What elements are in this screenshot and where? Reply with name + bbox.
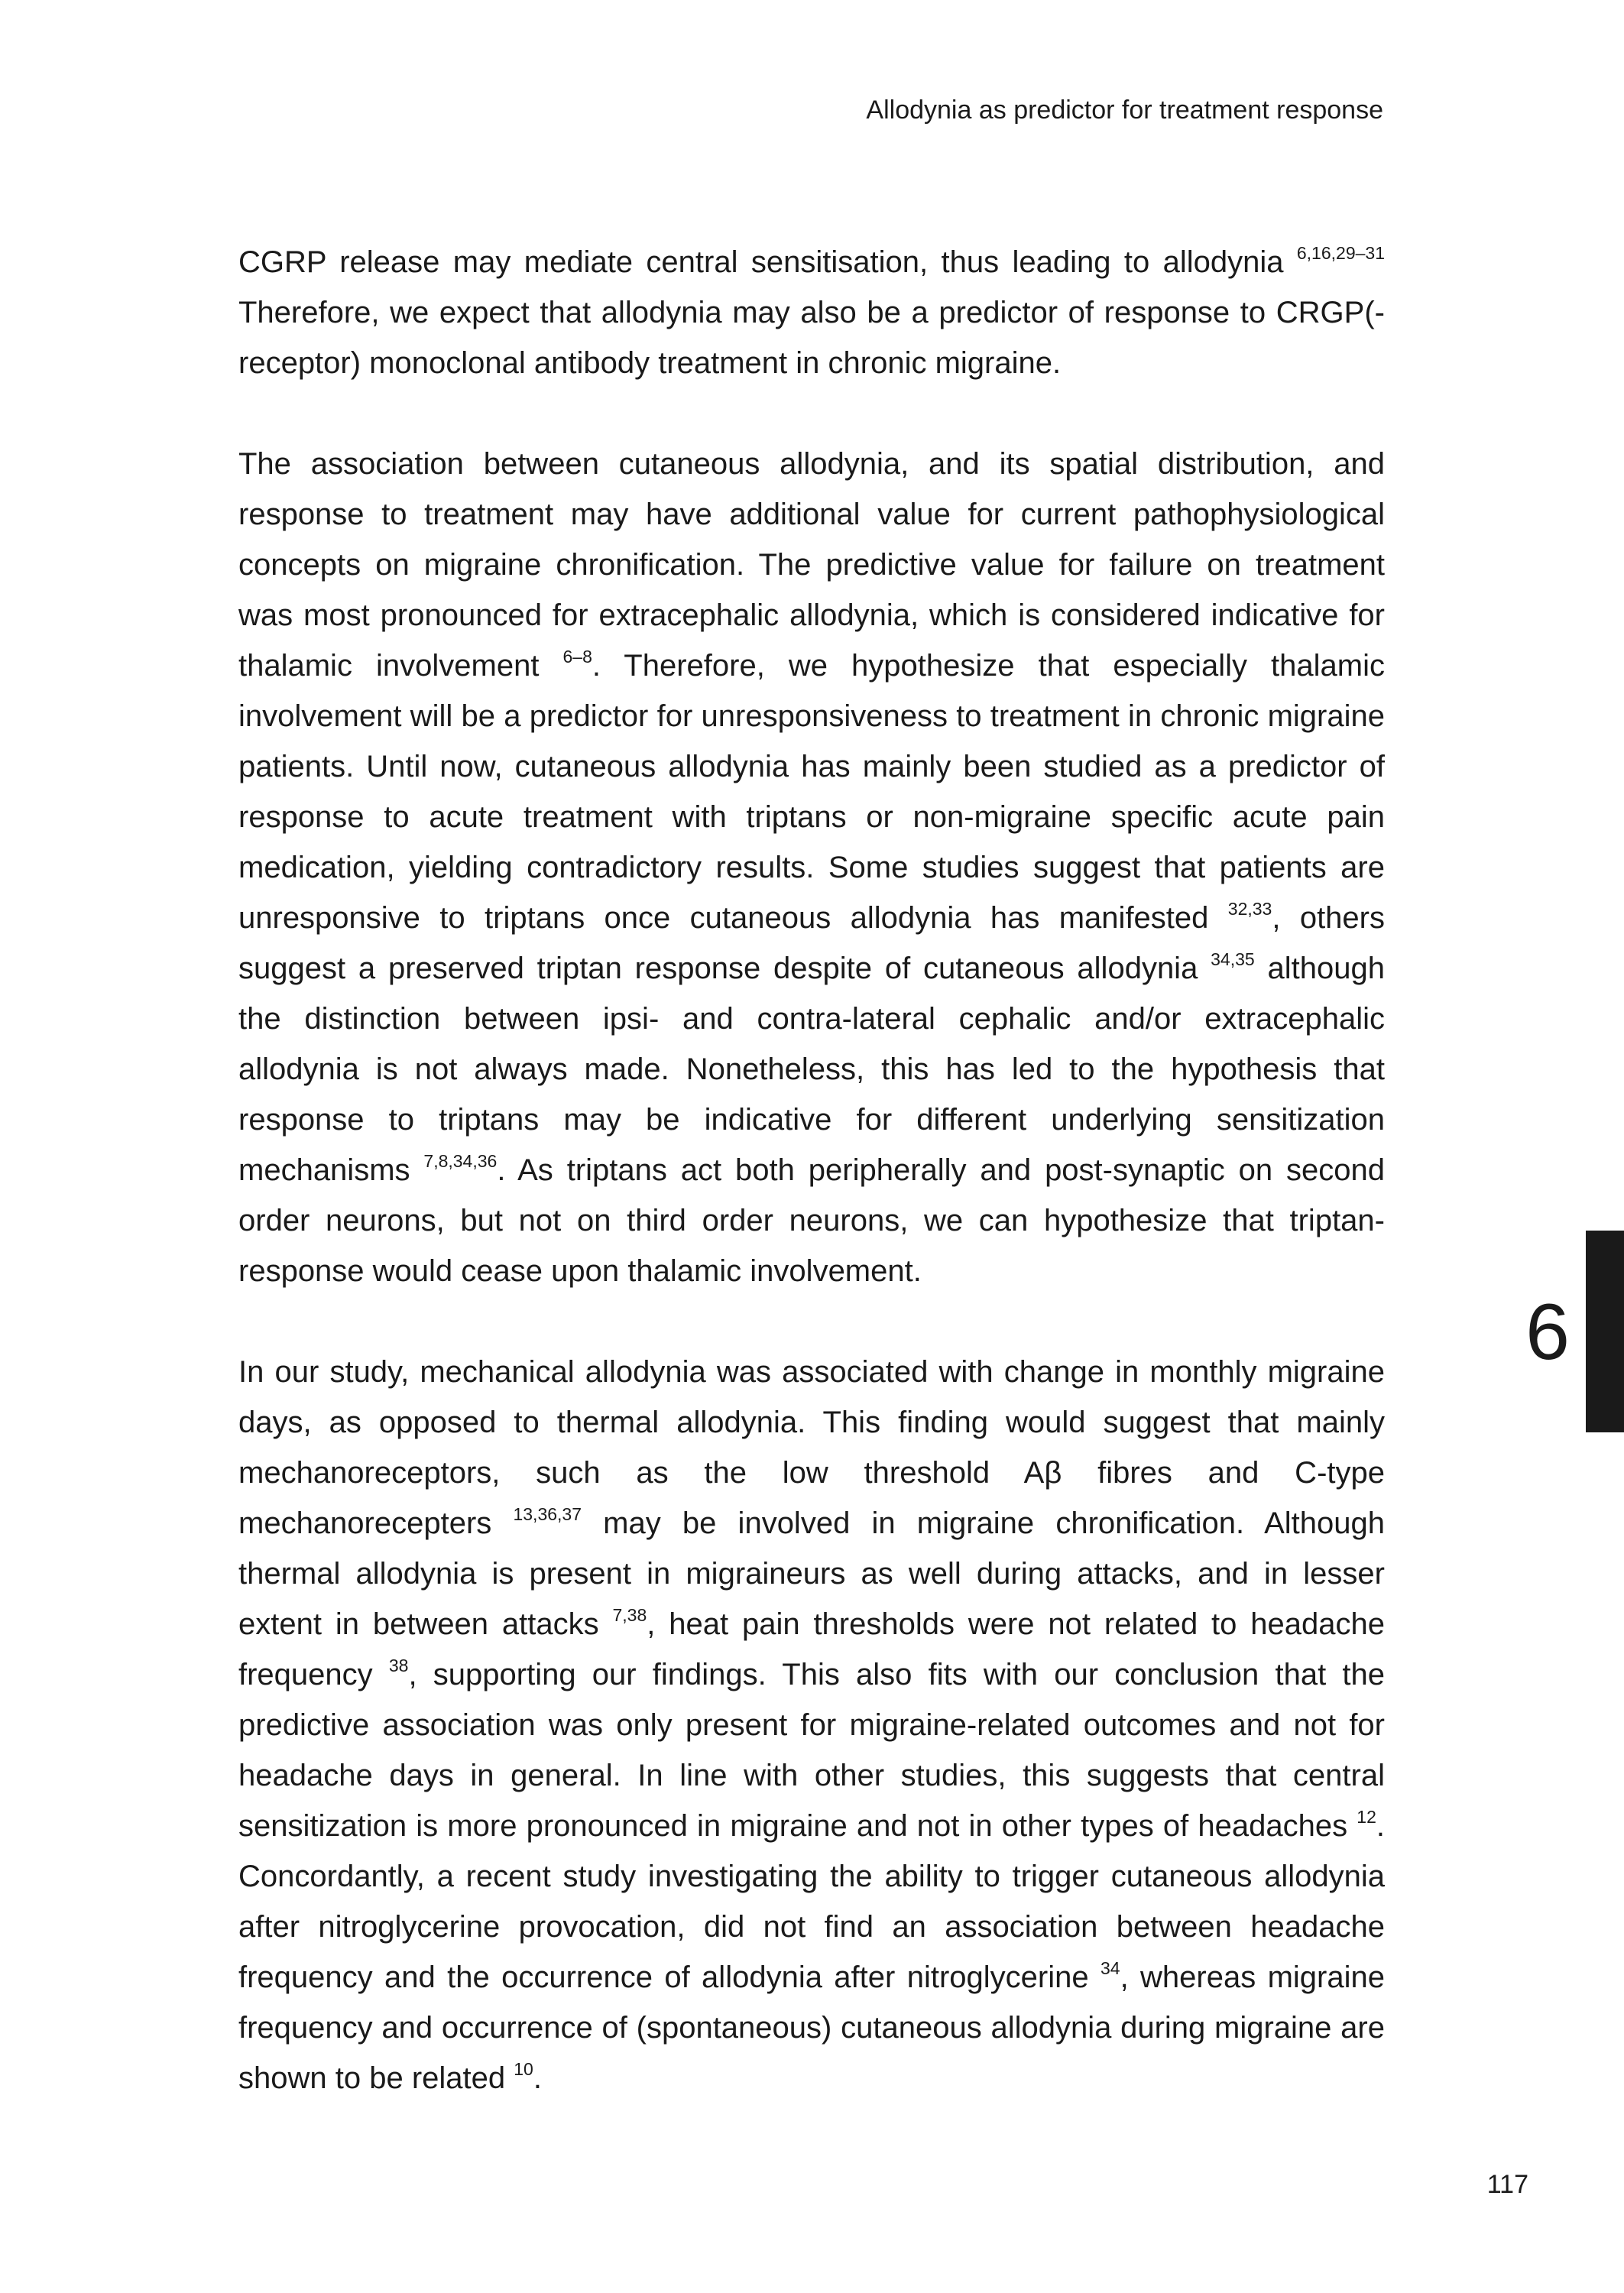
body-text xyxy=(238,237,1385,2154)
paragraph xyxy=(238,1347,1385,2103)
paragraph-text: . Concordantly, a recent study investigating the ability to trigger cutaneous allodynia after nitroglycerine provocation, did not find an association between headache frequency and the occurrence of allodynia after nitroglycerine xyxy=(238,1809,1385,1994)
citation-ref: 32,33 xyxy=(1227,899,1272,919)
paragraph-text: . xyxy=(533,2061,542,2095)
citation-ref: 38 xyxy=(388,1656,409,1675)
paragraph-text: , whereas migraine frequency and occurrence of (spontaneous) cutaneous allodynia during migraine are shown to be related xyxy=(238,1961,1385,2095)
paragraph xyxy=(238,439,1385,1296)
chapter-tab-marker xyxy=(1586,1231,1624,1432)
paragraph-text: although the distinction between ipsi- and contra-lateral cephalic and/or extracephalic allodynia is not always made. Nonetheless, this has led to the hypothesis that response to triptans may be indicative for different underlying sensitization mechanisms xyxy=(238,952,1385,1187)
citation-ref: 10 xyxy=(514,2059,533,2079)
citation-ref: 34,35 xyxy=(1211,949,1255,969)
citation-ref: 34 xyxy=(1100,1958,1120,1978)
chapter-number: 6 xyxy=(1525,1288,1570,1377)
citation-ref: 7,38 xyxy=(612,1605,647,1625)
citation-ref: 6–8 xyxy=(562,647,592,666)
paragraph-text: , heat pain thresholds were not related to headache frequency xyxy=(238,1607,1385,1691)
paragraph-text: Therefore, we expect that allodynia may also be a predictor of response to CRGP(-receptor) monoclonal antibody treatment in chronic migraine. xyxy=(238,296,1385,380)
citation-ref: 6,16,29–31 xyxy=(1296,243,1385,263)
paragraph-text: . As triptans act both peripherally and post-synaptic on second order neurons, but not on third order neurons, we can hypothesize that triptan-response would cease upon thalamic involvement. xyxy=(238,1153,1385,1288)
paragraph-text: In our study, mechanical allodynia was associated with change in monthly migraine days, as opposed to thermal allodynia. This finding would suggest that mainly mechanoreceptors, such as the low threshold Aβ fibres and C-type mechanorecepters xyxy=(238,1355,1385,1540)
citation-ref: 13,36,37 xyxy=(513,1504,582,1524)
running-header-title: Allodynia as predictor for treatment response xyxy=(866,96,1383,125)
paragraph-text: , supporting our findings. This also fits with our conclusion that the predictive association was only present for migraine-related outcomes and not for headache days in general. In line with other studies, this suggests that central sensitization is more pronounced in migraine and not in other types of headaches xyxy=(238,1658,1386,1843)
citation-ref: 7,8,34,36 xyxy=(423,1151,498,1171)
paragraph-text: . Therefore, we hypothesize that especially thalamic involvement will be a predictor for unresponsiveness to treatment in chronic migraine patients. Until now, cutaneous allodynia has mainly been studied as a predictor of response to acute treatment with triptans or non-migraine specific acute pain medication, yielding contradictory results. Some studies suggest that patients are unresponsive to triptans once cutaneous allodynia has manifested xyxy=(238,649,1385,935)
paragraph-text: CGRP release may mediate central sensitisation, thus leading to allodynia xyxy=(238,245,1297,279)
paragraph-text: may be involved in migraine chronification. Although thermal allodynia is present in migraineurs as well during attacks, and in lesser extent in between attacks xyxy=(238,1507,1386,1641)
paragraph-text: , others suggest a preserved triptan response despite of cutaneous allodynia xyxy=(238,901,1385,985)
citation-ref: 12 xyxy=(1357,1807,1376,1827)
page-number: 117 xyxy=(1486,2170,1528,2199)
paragraph-text: The association between cutaneous allodynia, and its spatial distribution, and response to treatment may have additional value for current pathophysiological concepts on migraine chronification. The predictive value for failure on treatment was most pronounced for extracephalic allodynia, which is considered indicative for thalamic involvement xyxy=(238,447,1385,683)
paragraph xyxy=(238,237,1385,388)
